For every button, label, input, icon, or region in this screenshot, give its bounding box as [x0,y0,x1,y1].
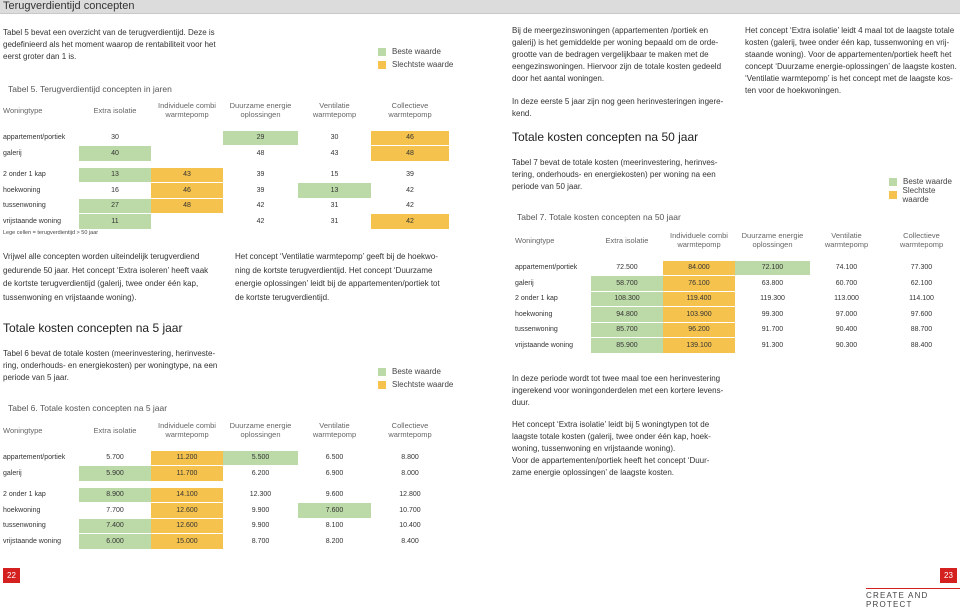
column-header: Collectieve warmtepomp [371,416,449,444]
paragraph-left [3,250,223,304]
row-label: galerij [0,466,79,482]
table5-wrap [0,96,449,230]
table-cell: 30 [298,130,371,146]
text-line: periode van 50 jaar. [512,181,737,193]
table-cell: 12.300 [223,487,298,503]
table-cell: 9.600 [298,487,371,503]
text-line: concept ‘Duurzame energie-oplossingen’ de laagste kosten. [745,61,960,73]
page-header [0,0,960,14]
table-cell: 8.700 [223,534,298,550]
table-cell: 8.400 [371,534,449,550]
text-line: woning, tussenwoning en vrijstaande woning). [512,443,737,455]
table-cell: 42 [371,198,449,214]
table-cell: 9.900 [223,503,298,519]
table-header-row [0,416,449,444]
text-line: staande woning). Voor de appartementen/portiek heeft het [745,49,960,61]
table-cell: 63.800 [735,276,810,292]
table-cell: 60.700 [810,276,883,292]
table-cell: 7.400 [79,518,151,534]
text-line: ingerekend voor woningonderdelen met een kortere levens- [512,385,737,397]
green-swatch-icon [889,178,897,186]
table7-wrap [512,226,960,354]
table-row [0,146,449,162]
table-cell: 40 [79,146,151,162]
table-cell: 8.200 [298,534,371,550]
table-cell [151,146,223,162]
table-cell: 8.900 [79,487,151,503]
table-cell: 113.000 [810,291,883,307]
column-header: Ventilatie warmtepomp [298,416,371,444]
intro-paragraph [3,27,233,63]
table-cell: 97.600 [883,307,960,323]
text-line: Bij de meergezinswoningen (appartementen /portiek en [512,25,737,37]
text-line: eerst groter dan 1 is. [3,51,233,63]
legend-label: Beste waarde [392,47,441,56]
table-cell: 31 [298,214,371,230]
table-cell: 85.700 [591,322,663,338]
table-cell: 88.700 [883,322,960,338]
column-header: Collectieve warmtepomp [883,226,960,254]
text-line: periode van 5 jaar. [3,372,223,384]
table-cell: 5.900 [79,466,151,482]
text-line: kosten (galerij, twee onder één kap, tussenwoning en vrij- [745,37,960,49]
heading-50-jaar: Totale kosten concepten na 50 jaar [512,130,698,144]
table6 [0,416,449,550]
table-row [0,534,449,550]
table5 [0,96,449,230]
table-row [512,276,960,292]
row-label: vrijstaande woning [512,338,591,354]
column-header: Duurzame energie oplossingen [223,416,298,444]
row-label: appartement/portiek [512,260,591,276]
table-cell: 114.100 [883,291,960,307]
table-row [0,130,449,146]
table-row [0,518,449,534]
footer-brand: CREATE AND PROTECT [866,591,960,609]
row-label: vrijstaande woning [0,534,79,550]
text-line: duur. [512,397,737,409]
text-line: galerij) is het gemiddelde per woning bepaald om de orde- [512,37,737,49]
yellow-swatch-icon [889,191,897,199]
table-cell: 5.700 [79,450,151,466]
table-row [0,466,449,482]
legend-label: Beste waarde [392,367,441,376]
column-header: Individuele combi warmtepomp [151,96,223,124]
legend-label: Slechtste waarde [392,60,453,69]
green-swatch-icon [378,368,386,376]
table-cell: 30 [79,130,151,146]
row-label: tussenwoning [0,198,79,214]
table-cell: 48 [371,146,449,162]
table-cell: 12.800 [371,487,449,503]
column-header: Woningtype [0,96,79,124]
text-line: eengezinswoningen. Hiervoor zijn de totale kosten gedeeld [512,61,737,73]
column-header: Duurzame energie oplossingen [223,96,298,124]
text-line: laagste totale kosten (galerij, twee onder één kap, hoek- [512,431,737,443]
row-label: hoekwoning [0,183,79,199]
text-line: tering, onderhouds- en energiekosten) per woning na een [512,169,737,181]
table-row [0,450,449,466]
table-cell: 8.100 [298,518,371,534]
page-title: Terugverdientijd concepten [3,0,134,12]
heading-5-jaar: Totale kosten concepten na 5 jaar [3,321,182,335]
column-header: Extra isolatie [591,226,663,254]
text-line: Het concept ‘Extra isolatie’ leidt bij 5 woningtypen tot de [512,419,737,431]
table-cell: 72.100 [735,260,810,276]
table-cell: 8.800 [371,450,449,466]
legend-table5 [378,45,453,71]
table-cell: 13 [79,167,151,183]
table-cell: 76.100 [663,276,735,292]
table-cell: 14.100 [151,487,223,503]
text-line: grootte van de bedragen vergelijkbaar te maken met de [512,49,737,61]
row-label: appartement/portiek [0,450,79,466]
table-row [0,198,449,214]
text-line: zame energie oplossingen’ de laagste kosten. [512,467,737,479]
table-cell: 5.500 [223,450,298,466]
table-cell: 42 [371,214,449,230]
paragraph-right [235,250,450,304]
table-cell: 16 [79,183,151,199]
column-header: Ventilatie warmtepomp [298,96,371,124]
table-cell [151,214,223,230]
table5-caption: Tabel 5. Terugverdientijd concepten in jaren [8,84,172,94]
table-cell: 10.400 [371,518,449,534]
text-line: door het aantal woningen. [512,73,737,85]
text-line: kend. [512,108,737,120]
table-cell: 13 [298,183,371,199]
legend-label: Beste waarde [903,177,952,186]
table-cell: 10.700 [371,503,449,519]
column-header: Collectieve warmtepomp [371,96,449,124]
right-bottom2 [512,419,737,479]
right-col1-second [512,96,737,120]
right-col2-paragraph [745,25,960,97]
table-cell: 84.000 [663,260,735,276]
table-cell: 39 [223,167,298,183]
text-line: Vrijwel alle concepten worden uiteindelijk terugverdiend [3,250,223,264]
table-cell: 91.300 [735,338,810,354]
table7 [512,226,960,354]
footer-divider [866,588,960,589]
legend-best [378,45,453,58]
text-line: Voor de appartementen/portiek heeft het concept ‘Duur- [512,455,737,467]
text-line: Het concept ‘Ventilatie warmtepomp’ geeft bij de hoekwo- [235,250,450,264]
table-cell [151,130,223,146]
column-header: Individuele combi warmtepomp [151,416,223,444]
page-number-right: 23 [940,568,957,583]
table-cell: 99.300 [735,307,810,323]
table-row [512,338,960,354]
yellow-swatch-icon [378,61,386,69]
column-header: Woningtype [0,416,79,444]
legend-worst [378,378,453,391]
table7-caption: Tabel 7. Totale kosten concepten na 50 jaar [517,212,681,222]
yellow-swatch-icon [378,381,386,389]
table-cell: 139.100 [663,338,735,354]
table-cell: 6.200 [223,466,298,482]
legend-worst [889,188,960,201]
legend-best [378,365,453,378]
row-label: 2 onder 1 kap [0,167,79,183]
table-cell: 48 [151,198,223,214]
text-line: de kortste terugverdientijd (galerij, twee onder één kap, [3,277,223,291]
legend-worst [378,58,453,71]
table-cell: 108.300 [591,291,663,307]
table-cell: 6.900 [298,466,371,482]
table-cell: 58.700 [591,276,663,292]
table-cell: 7.700 [79,503,151,519]
row-label: hoekwoning [0,503,79,519]
table-cell: 12.600 [151,518,223,534]
table5-footnote: Lege cellen = terugverdientijd > 50 jaar [3,230,98,236]
column-header: Woningtype [512,226,591,254]
table-cell: 90.400 [810,322,883,338]
intro-table7 [512,157,737,193]
table-row [0,487,449,503]
table-header-row [0,96,449,124]
table-cell: 29 [223,130,298,146]
table-cell: 12.600 [151,503,223,519]
row-label: hoekwoning [512,307,591,323]
legend-label: Slechtste waarde [392,380,453,389]
table-cell: 119.400 [663,291,735,307]
table-row [0,183,449,199]
table-cell: 27 [79,198,151,214]
text-line: Tabel 7 bevat de totale kosten (meerinvestering, herinves- [512,157,737,169]
table-cell: 91.700 [735,322,810,338]
table-cell: 11.700 [151,466,223,482]
table-cell: 77.300 [883,260,960,276]
right-col1-paragraph [512,25,737,85]
table-cell: 39 [371,167,449,183]
table-cell: 85.900 [591,338,663,354]
table-row [0,167,449,183]
legend-table7 [889,175,960,201]
right-bottom1 [512,373,737,409]
table-cell: 7.600 [298,503,371,519]
row-label: galerij [512,276,591,292]
text-line: ning de kortste terugverdientijd. Het concept ‘Duurzame [235,264,450,278]
column-header: Individuele combi warmtepomp [663,226,735,254]
table-row [512,322,960,338]
table-row [0,214,449,230]
table-cell: 74.100 [810,260,883,276]
row-label: galerij [0,146,79,162]
table6-wrap [0,416,449,550]
table-cell: 103.900 [663,307,735,323]
table-cell: 8.000 [371,466,449,482]
row-label: 2 onder 1 kap [512,291,591,307]
table-cell: 72.500 [591,260,663,276]
green-swatch-icon [378,48,386,56]
text-line: ring, onderhouds- en energiekosten) per woningtype, na een [3,360,223,372]
table-cell: 43 [151,167,223,183]
column-header: Duurzame energie oplossingen [735,226,810,254]
table-row [512,291,960,307]
table-cell: 6.000 [79,534,151,550]
text-line: tussenwoning en vrijstaande woning). [3,291,223,305]
table-cell: 9.900 [223,518,298,534]
text-line: Tabel 5 bevat een overzicht van de terugverdientijd. Deze is [3,27,233,39]
legend-table6 [378,365,453,391]
text-line: ‘Ventilatie warmtepomp’ is het concept met de laagste kos- [745,73,960,85]
table-cell: 46 [371,130,449,146]
table-cell: 11.200 [151,450,223,466]
table-cell: 119.300 [735,291,810,307]
table-cell: 43 [298,146,371,162]
table-cell: 46 [151,183,223,199]
row-label: vrijstaande woning [0,214,79,230]
table-header-row [512,226,960,254]
text-line: Tabel 6 bevat de totale kosten (meerinvestering, herinveste- [3,348,223,360]
table-row [512,307,960,323]
row-label: tussenwoning [512,322,591,338]
table-cell: 42 [223,214,298,230]
table-cell: 48 [223,146,298,162]
column-header: Ventilatie warmtepomp [810,226,883,254]
table-cell: 42 [223,198,298,214]
text-line: gedefinieerd als het moment waarop de rentabiliteit voor het [3,39,233,51]
table-cell: 31 [298,198,371,214]
table6-caption: Tabel 6. Totale kosten concepten na 5 jaar [8,403,167,413]
table-cell: 96.200 [663,322,735,338]
text-line: In deze periode wordt tot twee maal toe een herinvestering [512,373,737,385]
table-cell: 94.800 [591,307,663,323]
intro-table6 [3,348,223,384]
text-line: de kortste terugverdientijd. [235,291,450,305]
table-cell: 15.000 [151,534,223,550]
table-row [512,260,960,276]
table-cell: 90.300 [810,338,883,354]
text-line: Het concept ‘Extra isolatie’ leidt 4 maal tot de laagste totale [745,25,960,37]
text-line: ten voor de hoekwoningen. [745,85,960,97]
table-cell: 42 [371,183,449,199]
table-row [0,503,449,519]
row-label: tussenwoning [0,518,79,534]
table-cell: 88.400 [883,338,960,354]
page-number-left: 22 [3,568,20,583]
table-cell: 39 [223,183,298,199]
text-line: gedurende 50 jaar. Het concept ‘Extra isoleren’ heeft vaak [3,264,223,278]
column-header: Extra isolatie [79,96,151,124]
table-cell: 11 [79,214,151,230]
column-header: Extra isolatie [79,416,151,444]
table-cell: 97.000 [810,307,883,323]
row-label: 2 onder 1 kap [0,487,79,503]
table-cell: 62.100 [883,276,960,292]
text-line: energie oplossingen’ leidt bij de appartementen/portiek tot [235,277,450,291]
text-line: In deze eerste 5 jaar zijn nog geen herinvesteringen ingere- [512,96,737,108]
table-cell: 15 [298,167,371,183]
legend-label: Slechtste waarde [903,186,960,204]
table-cell: 6.500 [298,450,371,466]
row-label: appartement/portiek [0,130,79,146]
